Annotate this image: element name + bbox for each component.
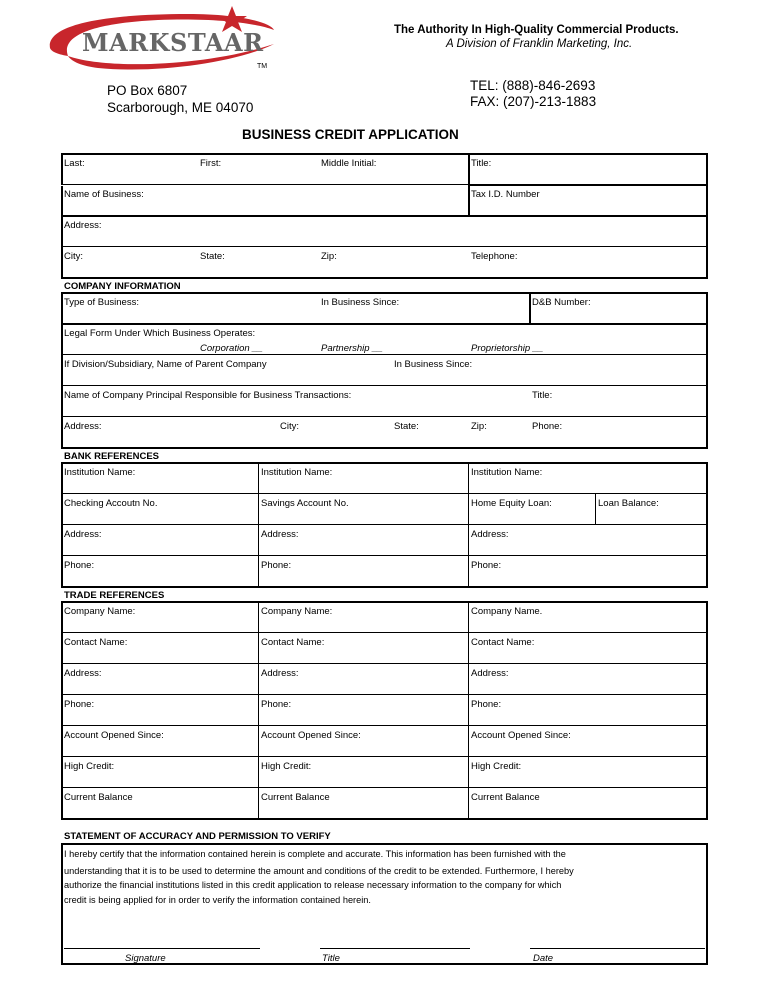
company-info-heading: COMPANY INFORMATION bbox=[64, 281, 181, 292]
signature-label: Signature bbox=[125, 953, 166, 964]
fax: FAX: (207)-213-1883 bbox=[470, 94, 597, 109]
address-label: Address: bbox=[64, 220, 102, 231]
bank1-institution-label: Institution Name: bbox=[64, 467, 136, 478]
trade1-address-label: Address: bbox=[64, 668, 102, 679]
trade2-high-credit-label: High Credit: bbox=[261, 761, 312, 772]
trade3-address-label: Address: bbox=[471, 668, 509, 679]
telephone-label: Telephone: bbox=[471, 251, 518, 262]
trade1-company-label: Company Name: bbox=[64, 606, 136, 617]
address-line1: PO Box 6807 bbox=[107, 83, 188, 98]
trade2-phone-label: Phone: bbox=[261, 699, 292, 710]
company-zip-label: Zip: bbox=[471, 421, 487, 432]
bank1-phone-label: Phone: bbox=[64, 560, 95, 571]
trademark: TM bbox=[257, 63, 268, 70]
in-business-since-label: In Business Since: bbox=[321, 297, 400, 308]
principal-label: Name of Company Principal Responsible for Business Transactions: bbox=[64, 390, 352, 401]
company-address-label: Address: bbox=[64, 421, 102, 432]
sig-title-label: Title bbox=[322, 953, 340, 964]
partnership-option[interactable]: Partnership __ bbox=[321, 343, 383, 354]
savings-account-label: Savings Account No. bbox=[261, 498, 349, 509]
company-city-label: City: bbox=[280, 421, 299, 432]
trade3-high-credit-label: High Credit: bbox=[471, 761, 522, 772]
trade3-phone-label: Phone: bbox=[471, 699, 502, 710]
page-title: BUSINESS CREDIT APPLICATION bbox=[242, 127, 459, 142]
trade2-company-label: Company Name: bbox=[261, 606, 333, 617]
statement-heading: STATEMENT OF ACCURACY AND PERMISSION TO VERIFY bbox=[64, 831, 331, 842]
corporation-option[interactable]: Corporation __ bbox=[200, 343, 263, 354]
parent-in-business-since-label: In Business Since: bbox=[394, 359, 473, 370]
business-name-label: Name of Business: bbox=[64, 189, 144, 200]
state-label: State: bbox=[200, 251, 225, 262]
bank2-address-label: Address: bbox=[261, 529, 299, 540]
trade2-contact-label: Contact Name: bbox=[261, 637, 325, 648]
title-label: Title: bbox=[471, 158, 492, 169]
trade-references-heading: TRADE REFERENCES bbox=[64, 590, 165, 601]
checking-account-label: Checking Accoutn No. bbox=[64, 498, 158, 509]
principal-title-label: Title: bbox=[532, 390, 553, 401]
tagline: The Authority In High-Quality Commercial Products. bbox=[394, 24, 679, 36]
bank2-institution-label: Institution Name: bbox=[261, 467, 333, 478]
statement-line: I hereby certify that the information contained herein is complete and accurate. This information has been furnished with the bbox=[64, 849, 566, 859]
company-phone-label: Phone: bbox=[532, 421, 563, 432]
legal-form-label: Legal Form Under Which Business Operates: bbox=[64, 328, 256, 339]
trade1-balance-label: Current Balance bbox=[64, 792, 133, 803]
bank-table bbox=[61, 462, 708, 588]
title-line[interactable] bbox=[320, 948, 470, 949]
zip-label: Zip: bbox=[321, 251, 337, 262]
date-label: Date bbox=[533, 953, 554, 964]
bank3-institution-label: Institution Name: bbox=[471, 467, 543, 478]
city-label: City: bbox=[64, 251, 83, 262]
trade1-contact-label: Contact Name: bbox=[64, 637, 128, 648]
company-table bbox=[61, 292, 708, 449]
loan-balance-label: Loan Balance: bbox=[598, 498, 659, 509]
trade3-contact-label: Contact Name: bbox=[471, 637, 535, 648]
address-line2: Scarborough, ME 04070 bbox=[107, 100, 254, 115]
bank3-phone-label: Phone: bbox=[471, 560, 502, 571]
statement-line: authorize the financial institutions listed in this credit application to release necessary information to the company for which bbox=[64, 880, 562, 890]
last-label: Last: bbox=[64, 158, 85, 169]
dnb-number-label: D&B Number: bbox=[532, 297, 591, 308]
trade1-opened-label: Account Opened Since: bbox=[64, 730, 164, 741]
proprietorship-option[interactable]: Proprietorship __ bbox=[471, 343, 544, 354]
bank2-phone-label: Phone: bbox=[261, 560, 292, 571]
trade3-company-label: Company Name. bbox=[471, 606, 543, 617]
trade2-address-label: Address: bbox=[261, 668, 299, 679]
trade3-balance-label: Current Balance bbox=[471, 792, 540, 803]
division: A Division of Franklin Marketing, Inc. bbox=[446, 38, 633, 50]
bank-references-heading: BANK REFERENCES bbox=[64, 451, 160, 462]
date-line[interactable] bbox=[530, 948, 705, 949]
statement-line: credit is being applied for in order to verify the information contained herein. bbox=[64, 895, 371, 905]
company-state-label: State: bbox=[394, 421, 419, 432]
tel: TEL: (888)-846-2693 bbox=[470, 78, 596, 93]
middle-initial-label: Middle Initial: bbox=[321, 158, 377, 169]
trade2-opened-label: Account Opened Since: bbox=[261, 730, 361, 741]
statement-line: understanding that it is to be used to determine the amount and conditions of the credit to be extended. Furthermore, I hereby bbox=[64, 866, 574, 876]
trade3-opened-label: Account Opened Since: bbox=[471, 730, 571, 741]
parent-company-label: If Division/Subsidiary, Name of Parent Company bbox=[64, 359, 267, 370]
trade2-balance-label: Current Balance bbox=[261, 792, 330, 803]
logo-text: MARKSTAAR bbox=[82, 28, 264, 57]
home-equity-loan-label: Home Equity Loan: bbox=[471, 498, 552, 509]
type-of-business-label: Type of Business: bbox=[64, 297, 139, 308]
bank1-address-label: Address: bbox=[64, 529, 102, 540]
bank3-address-label: Address: bbox=[471, 529, 509, 540]
trade1-high-credit-label: High Credit: bbox=[64, 761, 115, 772]
tax-id-label: Tax I.D. Number bbox=[471, 189, 540, 200]
first-label: First: bbox=[200, 158, 222, 169]
signature-line[interactable] bbox=[64, 948, 260, 949]
trade1-phone-label: Phone: bbox=[64, 699, 95, 710]
